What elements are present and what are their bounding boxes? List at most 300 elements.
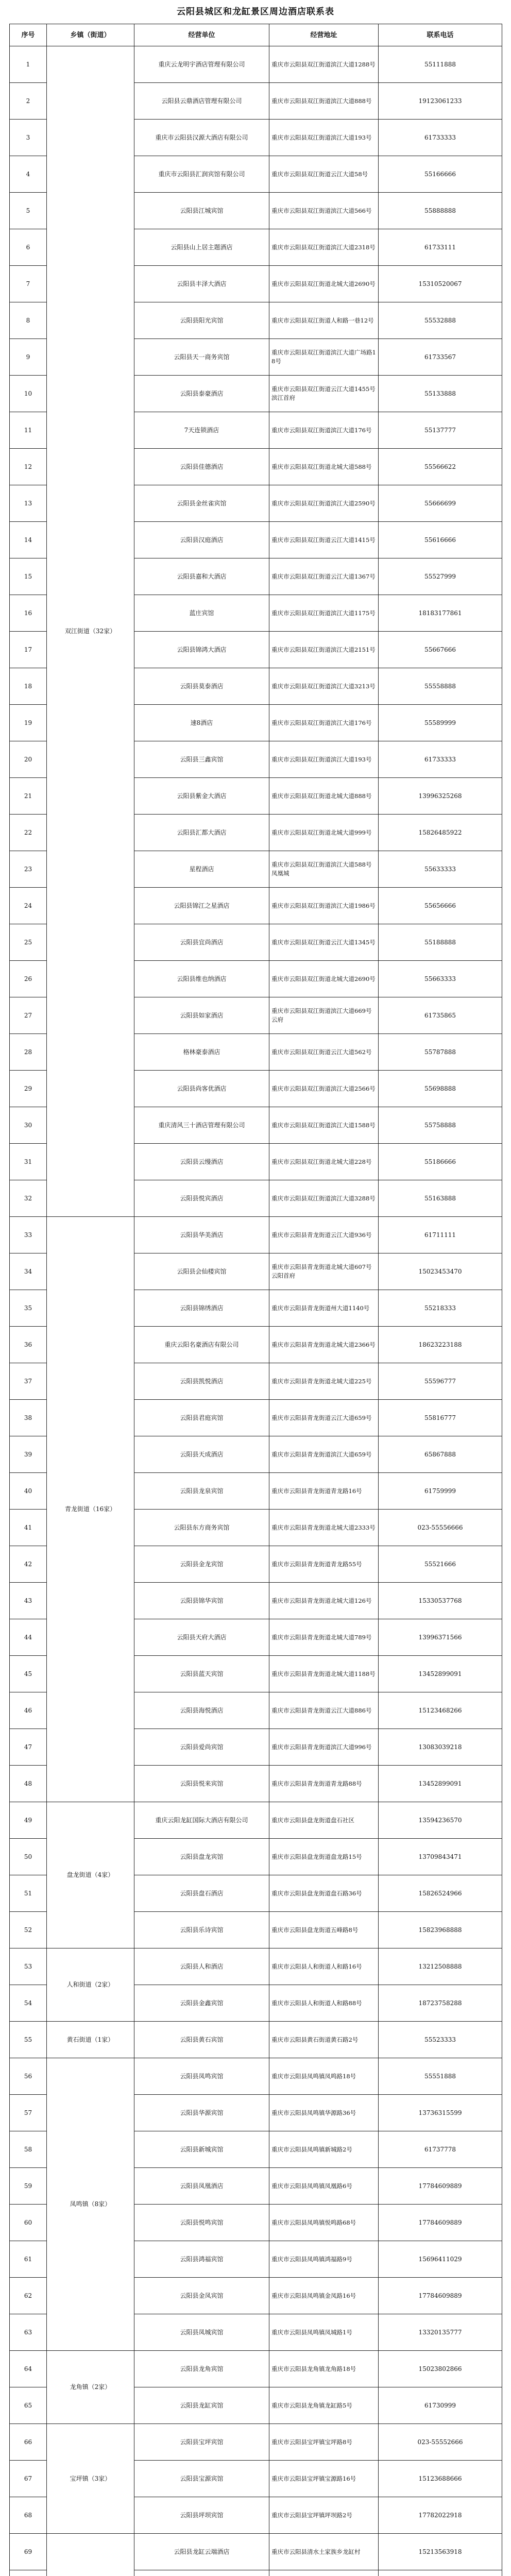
business-address: 重庆市云阳县青龙街道北城大道607号云阳首府 bbox=[269, 1253, 379, 1290]
business-address: 重庆市云阳县凤鸣镇鸿福路9号 bbox=[269, 2241, 379, 2278]
business-name: 重庆清风三十酒店管理有限公司 bbox=[134, 1107, 269, 1144]
row-number: 6 bbox=[10, 229, 47, 266]
business-name: 云阳县天府大酒店 bbox=[134, 1619, 269, 1656]
contact-phone: 13212508888 bbox=[379, 1948, 502, 1985]
business-name: 云阳县爱尚宾馆 bbox=[134, 1729, 269, 1766]
business-name: 云阳县人和酒店 bbox=[134, 1948, 269, 1985]
row-number: 41 bbox=[10, 1510, 47, 1546]
row-number: 32 bbox=[10, 1180, 47, 1217]
business-name: 云阳县宝坪宾馆 bbox=[134, 2424, 269, 2461]
row-number: 46 bbox=[10, 1692, 47, 1729]
row-number: 20 bbox=[10, 741, 47, 778]
contact-phone: 17784609889 bbox=[379, 2168, 502, 2205]
contact-phone: 15823968888 bbox=[379, 1912, 502, 1948]
row-number: 19 bbox=[10, 705, 47, 741]
business-name: 云阳县云鼎酒店管理有限公司 bbox=[134, 83, 269, 120]
business-name: 速8酒店 bbox=[134, 705, 269, 741]
hotel-table bbox=[9, 24, 502, 2576]
row-number: 9 bbox=[10, 339, 47, 376]
business-address: 重庆市云阳县双江街道云江大道1345号 bbox=[269, 924, 379, 961]
business-address: 重庆市云阳县双江街道滨江大道193号 bbox=[269, 120, 379, 156]
business-address: 重庆市云阳县盘龙街道盘龙路15号 bbox=[269, 1839, 379, 1875]
business-address: 重庆市云阳县青龙街道青龙路88号 bbox=[269, 1766, 379, 1802]
row-number: 64 bbox=[10, 2351, 47, 2387]
contact-phone: 13452899091 bbox=[379, 1656, 502, 1692]
business-address: 重庆市云阳县青龙街道青龙路16号 bbox=[269, 1473, 379, 1510]
contact-phone: 55566622 bbox=[379, 449, 502, 485]
contact-phone: 55137777 bbox=[379, 412, 502, 449]
contact-phone: 55589999 bbox=[379, 705, 502, 741]
contact-phone: 55186666 bbox=[379, 1144, 502, 1180]
table-body bbox=[10, 46, 502, 2576]
header-no: 序号 bbox=[10, 24, 47, 46]
row-number: 44 bbox=[10, 1619, 47, 1656]
contact-phone: 55551888 bbox=[379, 2058, 502, 2095]
business-name: 云阳县龙泉宾馆 bbox=[134, 1473, 269, 1510]
contact-phone: 19123061233 bbox=[379, 83, 502, 120]
business-address: 重庆市云阳县双江街道人和路一巷12号 bbox=[269, 302, 379, 339]
row-number: 60 bbox=[10, 2205, 47, 2241]
business-address: 重庆市云阳县双江街道滨江大道566号 bbox=[269, 193, 379, 229]
contact-phone: 55667666 bbox=[379, 632, 502, 668]
row-number: 12 bbox=[10, 449, 47, 485]
row-number: 39 bbox=[10, 1436, 47, 1473]
business-address: 重庆市云阳县双江街道滨江大道3288号 bbox=[269, 1180, 379, 1217]
business-address: 重庆市云阳县双江街道北城大道999号 bbox=[269, 815, 379, 851]
contact-phone: 17784609889 bbox=[379, 2205, 502, 2241]
row-number: 2 bbox=[10, 83, 47, 120]
business-address: 重庆市云阳县凤鸣镇新城路2号 bbox=[269, 2131, 379, 2168]
header-address: 经营地址 bbox=[269, 24, 379, 46]
township-cell: 青龙街道（16家） bbox=[47, 1217, 134, 1802]
business-address: 重庆市云阳县龙角镇龙缸路5号 bbox=[269, 2387, 379, 2424]
row-number: 15 bbox=[10, 558, 47, 595]
business-name: 云阳县黄石宾馆 bbox=[134, 2022, 269, 2058]
contact-phone: 18623223188 bbox=[379, 1327, 502, 1363]
row-number: 3 bbox=[10, 120, 47, 156]
row-number: 62 bbox=[10, 2278, 47, 2314]
business-address: 重庆市云阳县双江街道滨江大道2318号 bbox=[269, 229, 379, 266]
contact-phone: 15023802866 bbox=[379, 2351, 502, 2387]
row-number: 27 bbox=[10, 997, 47, 1034]
business-address: 重庆市云阳县青龙街道青龙路55号 bbox=[269, 1546, 379, 1583]
business-name: 格林豪泰酒店 bbox=[134, 1034, 269, 1071]
business-address: 重庆市云阳县双江街道滨江大道1986号 bbox=[269, 888, 379, 924]
township-cell: 凤鸣镇（8家） bbox=[47, 2058, 134, 2351]
business-address: 重庆市云阳县双江街道云江大道1415号 bbox=[269, 522, 379, 558]
business-name: 云阳县宜尚酒店 bbox=[134, 924, 269, 961]
row-number bbox=[10, 2570, 47, 2576]
row-number: 45 bbox=[10, 1656, 47, 1692]
business-address: 重庆市云阳县清水土家族乡龙缸村 bbox=[269, 2534, 379, 2570]
table-row bbox=[10, 46, 502, 83]
contact-phone: 55596777 bbox=[379, 1363, 502, 1400]
contact-phone: 55816777 bbox=[379, 1400, 502, 1436]
business-name: 云阳县云缦酒店 bbox=[134, 1144, 269, 1180]
row-number: 40 bbox=[10, 1473, 47, 1510]
business-address: 重庆市云阳县青龙街道北城大道2366号 bbox=[269, 1327, 379, 1363]
row-number: 49 bbox=[10, 1802, 47, 1839]
contact-phone: 55698888 bbox=[379, 1071, 502, 1107]
row-number: 26 bbox=[10, 961, 47, 997]
business-name: 云阳县悦鸣宾馆 bbox=[134, 2205, 269, 2241]
row-number: 13 bbox=[10, 485, 47, 522]
business-name: 云阳县君庭宾馆 bbox=[134, 1400, 269, 1436]
contact-phone: 13083039218 bbox=[379, 1729, 502, 1766]
business-address: 重庆市云阳县人和街道人和路88号 bbox=[269, 1985, 379, 2022]
row-number: 47 bbox=[10, 1729, 47, 1766]
contact-phone: 55787888 bbox=[379, 1034, 502, 1071]
business-address: 重庆市云阳县青龙街道北城大道126号 bbox=[269, 1583, 379, 1619]
row-number: 17 bbox=[10, 632, 47, 668]
contact-phone: 15123468266 bbox=[379, 1692, 502, 1729]
row-number: 1 bbox=[10, 46, 47, 83]
business-address: 重庆市云阳县双江街道云江大道562号 bbox=[269, 1034, 379, 1071]
business-address: 重庆市云阳县青龙街道州大道1140号 bbox=[269, 1290, 379, 1327]
row-number: 14 bbox=[10, 522, 47, 558]
contact-phone: 18723758288 bbox=[379, 1985, 502, 2022]
business-name: 云阳县海悦酒店 bbox=[134, 1692, 269, 1729]
row-number: 10 bbox=[10, 376, 47, 412]
business-name: 云阳县锦绣酒店 bbox=[134, 1290, 269, 1327]
contact-phone: 55532888 bbox=[379, 302, 502, 339]
business-name: 云阳县乐诗宾馆 bbox=[134, 1912, 269, 1948]
business-name: 7天连锁酒店 bbox=[134, 412, 269, 449]
business-name: 云阳县天成酒店 bbox=[134, 1436, 269, 1473]
contact-phone: 55163888 bbox=[379, 1180, 502, 1217]
business-address: 重庆市云阳县双江街道云江大道1367号 bbox=[269, 558, 379, 595]
row-number: 35 bbox=[10, 1290, 47, 1327]
row-number: 18 bbox=[10, 668, 47, 705]
business-address: 重庆市云阳县凤鸣镇凤鸣路18号 bbox=[269, 2058, 379, 2095]
contact-phone: 55523333 bbox=[379, 2022, 502, 2058]
row-number: 61 bbox=[10, 2241, 47, 2278]
business-name: 云阳县锦鸿大酒店 bbox=[134, 632, 269, 668]
business-name: 云阳县佳德酒店 bbox=[134, 449, 269, 485]
contact-phone: 15310520067 bbox=[379, 266, 502, 302]
business-name: 云阳县凤城宾馆 bbox=[134, 2314, 269, 2351]
business-address: 重庆市云阳县双江街道滨江大道3213号 bbox=[269, 668, 379, 705]
row-number: 69 bbox=[10, 2534, 47, 2570]
contact-phone: 13709843471 bbox=[379, 1839, 502, 1875]
contact-phone: 65867888 bbox=[379, 1436, 502, 1473]
business-name: 云阳县锦华宾馆 bbox=[134, 1583, 269, 1619]
contact-phone: 55758888 bbox=[379, 1107, 502, 1144]
business-address: 重庆市云阳县青龙街道滨江大道659号 bbox=[269, 1436, 379, 1473]
contact-phone: 55527999 bbox=[379, 558, 502, 595]
business-address: 重庆市云阳县宝坪镇宝源路16号 bbox=[269, 2461, 379, 2497]
business-name: 云阳县嘉和大酒店 bbox=[134, 558, 269, 595]
business-name: 云阳县山上居主题酒店 bbox=[134, 229, 269, 266]
row-number: 48 bbox=[10, 1766, 47, 1802]
business-name: 云阳县悦宾酒店 bbox=[134, 1180, 269, 1217]
contact-phone: 55166666 bbox=[379, 156, 502, 193]
business-name: 云阳县华源宾馆 bbox=[134, 2095, 269, 2131]
business-address: 重庆市云阳县凤鸣镇凤城路1号 bbox=[269, 2314, 379, 2351]
business-name: 重庆云阳龙缸国际大酒店有限公司 bbox=[134, 1802, 269, 1839]
row-number: 50 bbox=[10, 1839, 47, 1875]
business-address: 重庆市云阳县双江街道滨江大道193号 bbox=[269, 741, 379, 778]
row-number: 51 bbox=[10, 1875, 47, 1912]
row-number: 22 bbox=[10, 815, 47, 851]
contact-phone: 023-55556666 bbox=[379, 1510, 502, 1546]
contact-phone: 55558888 bbox=[379, 668, 502, 705]
contact-phone: 55111888 bbox=[379, 46, 502, 83]
contact-phone: 17784609889 bbox=[379, 2278, 502, 2314]
row-number: 23 bbox=[10, 851, 47, 888]
row-number: 5 bbox=[10, 193, 47, 229]
business-name: 云阳县金丝雀宾馆 bbox=[134, 485, 269, 522]
business-name: 云阳县紫金大酒店 bbox=[134, 778, 269, 815]
business-address: 重庆市云阳县人和街道人和路16号 bbox=[269, 1948, 379, 1985]
business-name: 云阳县龙缸宾馆 bbox=[134, 2387, 269, 2424]
township-cell: 黄石街道（1家） bbox=[47, 2022, 134, 2058]
business-name: 云阳县金鑫宾馆 bbox=[134, 1985, 269, 2022]
business-name: 云阳县东方商务宾馆 bbox=[134, 1510, 269, 1546]
row-number: 16 bbox=[10, 595, 47, 632]
row-number: 33 bbox=[10, 1217, 47, 1253]
business-name: 云阳县汇都大酒店 bbox=[134, 815, 269, 851]
row-number: 63 bbox=[10, 2314, 47, 2351]
contact-phone: 55218333 bbox=[379, 1290, 502, 1327]
business-name: 云阳县龙角宾馆 bbox=[134, 2351, 269, 2387]
table-row bbox=[10, 2424, 502, 2461]
business-name: 云阳县悦来宾馆 bbox=[134, 1766, 269, 1802]
row-number: 66 bbox=[10, 2424, 47, 2461]
header-row bbox=[10, 24, 502, 46]
business-address: 重庆市云阳县双江街道滨江大道1588号 bbox=[269, 1107, 379, 1144]
business-address: 重庆市云阳县双江街道北城大道588号 bbox=[269, 449, 379, 485]
row-number: 59 bbox=[10, 2168, 47, 2205]
business-name: 云阳县锦江之星酒店 bbox=[134, 888, 269, 924]
contact-phone: 15330537768 bbox=[379, 1583, 502, 1619]
business-address: 重庆市云阳县双江街道滨江大道888号 bbox=[269, 83, 379, 120]
row-number: 29 bbox=[10, 1071, 47, 1107]
business-name: 云阳县尚客优酒店 bbox=[134, 1071, 269, 1107]
business-name: 重庆云龙明宇酒店管理有限公司 bbox=[134, 46, 269, 83]
table-row bbox=[10, 2534, 502, 2570]
business-name: 云阳县盘龙宾馆 bbox=[134, 1839, 269, 1875]
contact-phone: 55633333 bbox=[379, 851, 502, 888]
business-address: 重庆市云阳县青龙街道北城大道1188号 bbox=[269, 1656, 379, 1692]
business-name: 云阳县凤凰酒店 bbox=[134, 2168, 269, 2205]
contact-phone: 13452899091 bbox=[379, 1766, 502, 1802]
row-number: 42 bbox=[10, 1546, 47, 1583]
business-name: 云阳县如家酒店 bbox=[134, 997, 269, 1034]
row-number: 58 bbox=[10, 2131, 47, 2168]
business-address: 重庆市云阳县盘龙街道五峰路8号 bbox=[269, 1912, 379, 1948]
business-name: 云阳县龙缸云端酒店 bbox=[134, 2534, 269, 2570]
contact-phone: 18183177861 bbox=[379, 595, 502, 632]
contact-phone: 13996325268 bbox=[379, 778, 502, 815]
row-number: 34 bbox=[10, 1253, 47, 1290]
business-name: 云阳县华美酒店 bbox=[134, 1217, 269, 1253]
row-number: 55 bbox=[10, 2022, 47, 2058]
contact-phone: 55616666 bbox=[379, 522, 502, 558]
business-address: 重庆市云阳县青龙街道云江大道936号 bbox=[269, 1217, 379, 1253]
business-name: 云阳县江城宾馆 bbox=[134, 193, 269, 229]
contact-phone: 55133888 bbox=[379, 376, 502, 412]
business-name: 重庆云阳名豪酒店有限公司 bbox=[134, 1327, 269, 1363]
row-number: 67 bbox=[10, 2461, 47, 2497]
contact-phone: 13594236570 bbox=[379, 1802, 502, 1839]
contact-phone: 17782022918 bbox=[379, 2497, 502, 2534]
row-number: 57 bbox=[10, 2095, 47, 2131]
business-address bbox=[269, 2570, 379, 2576]
row-number: 4 bbox=[10, 156, 47, 193]
business-address: 重庆市云阳县双江街道滨江大道1288号 bbox=[269, 46, 379, 83]
business-address: 重庆市云阳县双江街道滨江大道1175号 bbox=[269, 595, 379, 632]
contact-phone: 13736315599 bbox=[379, 2095, 502, 2131]
contact-phone: 15826485922 bbox=[379, 815, 502, 851]
business-address: 重庆市云阳县青龙街道滨江大道996号 bbox=[269, 1729, 379, 1766]
contact-phone bbox=[379, 2570, 502, 2576]
business-name: 云阳县宝源宾馆 bbox=[134, 2461, 269, 2497]
row-number: 56 bbox=[10, 2058, 47, 2095]
header-phone: 联系电话 bbox=[379, 24, 502, 46]
business-name: 云阳县新城宾馆 bbox=[134, 2131, 269, 2168]
contact-phone: 61730999 bbox=[379, 2387, 502, 2424]
business-address: 重庆市云阳县宝坪镇坪坝路2号 bbox=[269, 2497, 379, 2534]
business-address: 重庆市云阳县宝坪镇宝坪路8号 bbox=[269, 2424, 379, 2461]
row-number: 54 bbox=[10, 1985, 47, 2022]
business-name: 云阳县坪坝宾馆 bbox=[134, 2497, 269, 2534]
contact-phone: 61733333 bbox=[379, 120, 502, 156]
business-name: 重庆市云阳县汇润宾馆有限公司 bbox=[134, 156, 269, 193]
township-cell: 人和街道（2家） bbox=[47, 1948, 134, 2022]
contact-phone: 55666699 bbox=[379, 485, 502, 522]
business-address: 重庆市云阳县青龙街道云江大道886号 bbox=[269, 1692, 379, 1729]
business-name: 云阳县蓝天宾馆 bbox=[134, 1656, 269, 1692]
contact-phone: 61733333 bbox=[379, 741, 502, 778]
contact-phone: 13320135777 bbox=[379, 2314, 502, 2351]
business-name: 云阳县泰豪酒店 bbox=[134, 376, 269, 412]
row-number: 24 bbox=[10, 888, 47, 924]
contact-phone: 15826524966 bbox=[379, 1875, 502, 1912]
contact-phone: 61733111 bbox=[379, 229, 502, 266]
row-number: 7 bbox=[10, 266, 47, 302]
row-number: 28 bbox=[10, 1034, 47, 1071]
table-row bbox=[10, 2351, 502, 2387]
business-address: 重庆市云阳县凤鸣镇金凤路16号 bbox=[269, 2278, 379, 2314]
business-address: 重庆市云阳县青龙街道北城大道225号 bbox=[269, 1363, 379, 1400]
contact-phone: 55521666 bbox=[379, 1546, 502, 1583]
business-name: 云阳县丰泽大酒店 bbox=[134, 266, 269, 302]
business-address: 重庆市云阳县双江街道滨江大道176号 bbox=[269, 705, 379, 741]
row-number: 8 bbox=[10, 302, 47, 339]
township-cell: 宝坪镇（3家） bbox=[47, 2424, 134, 2534]
contact-phone: 15023453470 bbox=[379, 1253, 502, 1290]
contact-phone: 15696411029 bbox=[379, 2241, 502, 2278]
contact-phone: 15213563918 bbox=[379, 2534, 502, 2570]
business-name: 云阳县鸿福宾馆 bbox=[134, 2241, 269, 2278]
table-row bbox=[10, 1217, 502, 1253]
contact-phone: 55656666 bbox=[379, 888, 502, 924]
business-name: 云阳县凤鸣宾馆 bbox=[134, 2058, 269, 2095]
business-address: 重庆市云阳县龙角镇龙角路18号 bbox=[269, 2351, 379, 2387]
business-name: 云阳县天一商务宾馆 bbox=[134, 339, 269, 376]
business-name: 云阳县莫泰酒店 bbox=[134, 668, 269, 705]
business-name: 云阳县阳光宾馆 bbox=[134, 302, 269, 339]
business-address: 重庆市云阳县双江街道滨江大道669号云府 bbox=[269, 997, 379, 1034]
business-address: 重庆市云阳县盘龙街道盘石社区 bbox=[269, 1802, 379, 1839]
row-number: 36 bbox=[10, 1327, 47, 1363]
page-title: 云阳县城区和龙缸景区周边酒店联系表 bbox=[177, 7, 334, 17]
contact-phone: 61759999 bbox=[379, 1473, 502, 1510]
contact-phone: 61737778 bbox=[379, 2131, 502, 2168]
row-number: 30 bbox=[10, 1107, 47, 1144]
row-number: 38 bbox=[10, 1400, 47, 1436]
business-address: 重庆市云阳县凤鸣镇凤凰路6号 bbox=[269, 2168, 379, 2205]
business-address: 重庆市云阳县双江街道北城大道2690号 bbox=[269, 961, 379, 997]
row-number: 53 bbox=[10, 1948, 47, 1985]
row-number: 31 bbox=[10, 1144, 47, 1180]
contact-phone: 61711111 bbox=[379, 1217, 502, 1253]
row-number: 52 bbox=[10, 1912, 47, 1948]
business-address: 重庆市云阳县双江街道滨江大道2566号 bbox=[269, 1071, 379, 1107]
business-name: 云阳县金凤宾馆 bbox=[134, 2278, 269, 2314]
business-name: 云阳县盘石酒店 bbox=[134, 1875, 269, 1912]
business-address: 重庆市云阳县盘龙街道盘石路36号 bbox=[269, 1875, 379, 1912]
row-number: 21 bbox=[10, 778, 47, 815]
business-address: 重庆市云阳县双江街道北城大道228号 bbox=[269, 1144, 379, 1180]
business-address: 重庆市云阳县凤鸣镇悦鸣路68号 bbox=[269, 2205, 379, 2241]
business-address: 重庆市云阳县双江街道滨江大道176号 bbox=[269, 412, 379, 449]
township-cell: 龙角镇（2家） bbox=[47, 2351, 134, 2424]
business-address: 重庆市云阳县双江街道滨江大道588号凤凰城 bbox=[269, 851, 379, 888]
business-address: 重庆市云阳县凤鸣镇华源路36号 bbox=[269, 2095, 379, 2131]
business-address: 重庆市云阳县青龙街道北城大道2333号 bbox=[269, 1510, 379, 1546]
business-name: 重庆市云阳县汉源大酒店有限公司 bbox=[134, 120, 269, 156]
contact-phone: 13996371566 bbox=[379, 1619, 502, 1656]
township-cell: 双江街道（32家） bbox=[47, 46, 134, 1217]
business-name bbox=[134, 2570, 269, 2576]
business-name: 云阳县三鑫宾馆 bbox=[134, 741, 269, 778]
business-name: 蓝庄宾馆 bbox=[134, 595, 269, 632]
row-number: 25 bbox=[10, 924, 47, 961]
business-name: 云阳县维也纳酒店 bbox=[134, 961, 269, 997]
row-number: 43 bbox=[10, 1583, 47, 1619]
business-address: 重庆市云阳县青龙街道云江大道659号 bbox=[269, 1400, 379, 1436]
business-address: 重庆市云阳县双江街道云江大道1455号滨江首府 bbox=[269, 376, 379, 412]
business-address: 重庆市云阳县青龙街道北城大道789号 bbox=[269, 1619, 379, 1656]
row-number: 11 bbox=[10, 412, 47, 449]
township-cell bbox=[47, 2534, 134, 2576]
business-name: 云阳县会仙楼宾馆 bbox=[134, 1253, 269, 1290]
row-number: 37 bbox=[10, 1363, 47, 1400]
business-address: 重庆市云阳县双江街道滨江大道2151号 bbox=[269, 632, 379, 668]
business-name: 星程酒店 bbox=[134, 851, 269, 888]
header-unit: 经营单位 bbox=[134, 24, 269, 46]
business-name: 云阳县凯悦酒店 bbox=[134, 1363, 269, 1400]
business-address: 重庆市云阳县黄石街道黄石路2号 bbox=[269, 2022, 379, 2058]
contact-phone: 61733567 bbox=[379, 339, 502, 376]
business-address: 重庆市云阳县双江街道滨江大道广场路18号 bbox=[269, 339, 379, 376]
business-name: 云阳县金龙宾馆 bbox=[134, 1546, 269, 1583]
business-address: 重庆市云阳县双江街道北城大道2690号 bbox=[269, 266, 379, 302]
contact-phone: 55888888 bbox=[379, 193, 502, 229]
table-row bbox=[10, 1948, 502, 1985]
row-number: 68 bbox=[10, 2497, 47, 2534]
contact-phone: 61735865 bbox=[379, 997, 502, 1034]
business-name: 云阳县汉庭酒店 bbox=[134, 522, 269, 558]
header-township: 乡镇（街道） bbox=[47, 24, 134, 46]
township-cell: 盘龙街道（4家） bbox=[47, 1802, 134, 1948]
contact-phone: 023-55552666 bbox=[379, 2424, 502, 2461]
table-row bbox=[10, 2022, 502, 2058]
business-address: 重庆市云阳县双江街道云江大道58号 bbox=[269, 156, 379, 193]
table-row bbox=[10, 2058, 502, 2095]
